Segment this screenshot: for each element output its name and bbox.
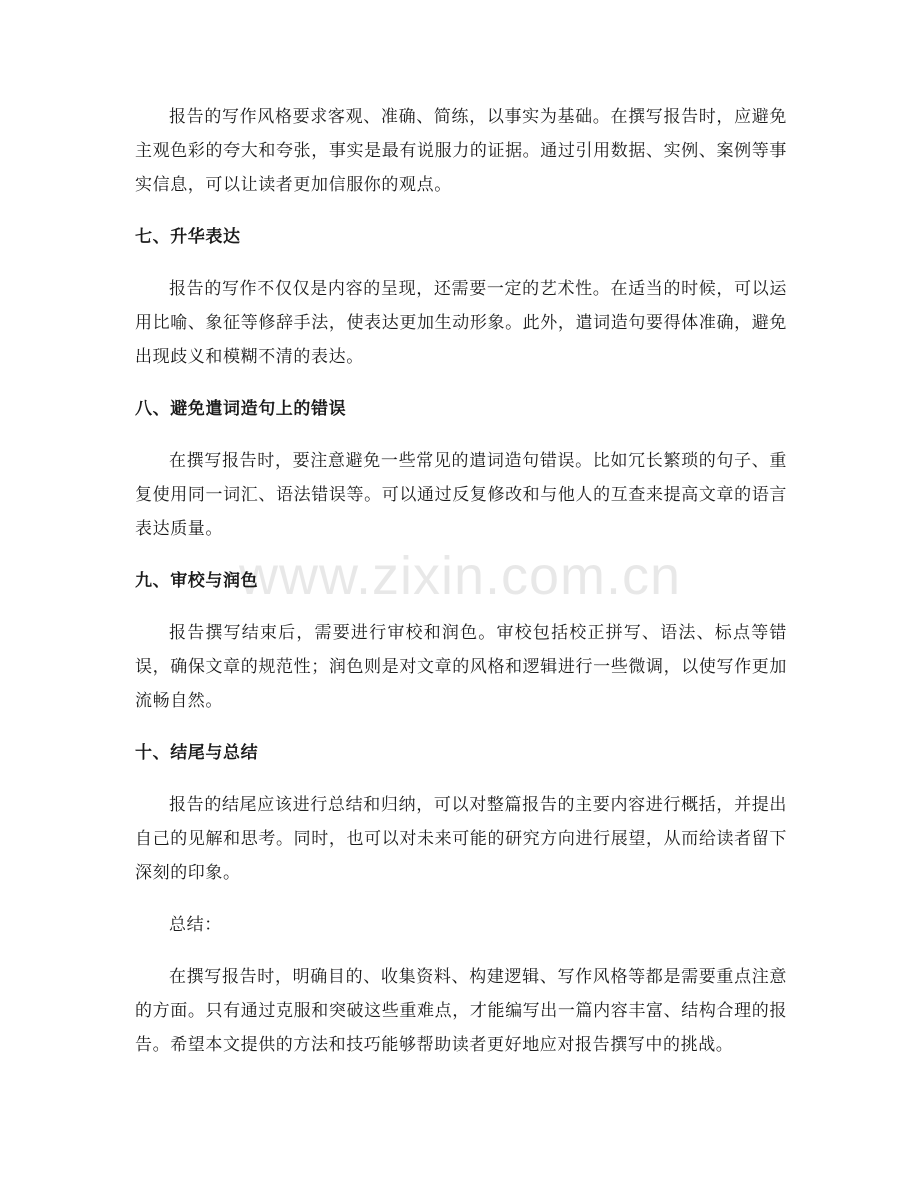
paragraph-section-8: 在撰写报告时，要注意避免一些常见的遣词造句错误。比如冗长繁琐的句子、重复使用同一词汇、语法错误等。可以通过反复修改和与他人的互查来提高文章的语言表达质量。	[135, 451, 787, 539]
section-heading-7: 七、升华表达	[135, 227, 241, 247]
paragraph-section-7: 报告的写作不仅仅是内容的呈现，还需要一定的艺术性。在适当的时候，可以运用比喻、象征等修辞手法，使表达更加生动形象。此外，遣词造句要得体准确，避免出现歧义和模糊不清的表达。	[135, 279, 787, 367]
paragraph-summary: 在撰写报告时，明确目的、收集资料、构建逻辑、写作风格等都是需要重点注意的方面。只有通过克服和突破这些重难点，才能编写出一篇内容丰富、结构合理的报告。希望本文提供的方法和技巧能够帮助读者更好地应对报告撰写中的挑战。	[135, 967, 787, 1055]
paragraph-writing-style: 报告的写作风格要求客观、准确、简练，以事实为基础。在撰写报告时，应避免主观色彩的夸大和夸张，事实是最有说服力的证据。通过引用数据、实例、案例等事实信息，可以让读者更加信服你的观点。	[135, 107, 787, 195]
watermark-text: www.zixin.com.cn	[238, 546, 682, 606]
summary-label: 总结：	[169, 915, 222, 935]
section-heading-8: 八、避免遣词造句上的错误	[135, 399, 347, 419]
paragraph-section-10: 报告的结尾应该进行总结和归纳，可以对整篇报告的主要内容进行概括，并提出自己的见解和思考。同时，也可以对未来可能的研究方向进行展望，从而给读者留下深刻的印象。	[135, 795, 787, 883]
section-heading-9: 九、审校与润色	[135, 571, 259, 591]
section-heading-10: 十、结尾与总结	[135, 743, 259, 763]
document-body	[135, 100, 787, 1080]
paragraph-section-9: 报告撰写结束后，需要进行审校和润色。审校包括校正拼写、语法、标点等错误，确保文章的规范性；润色则是对文章的风格和逻辑进行一些微调，以使写作更加流畅自然。	[135, 623, 787, 711]
